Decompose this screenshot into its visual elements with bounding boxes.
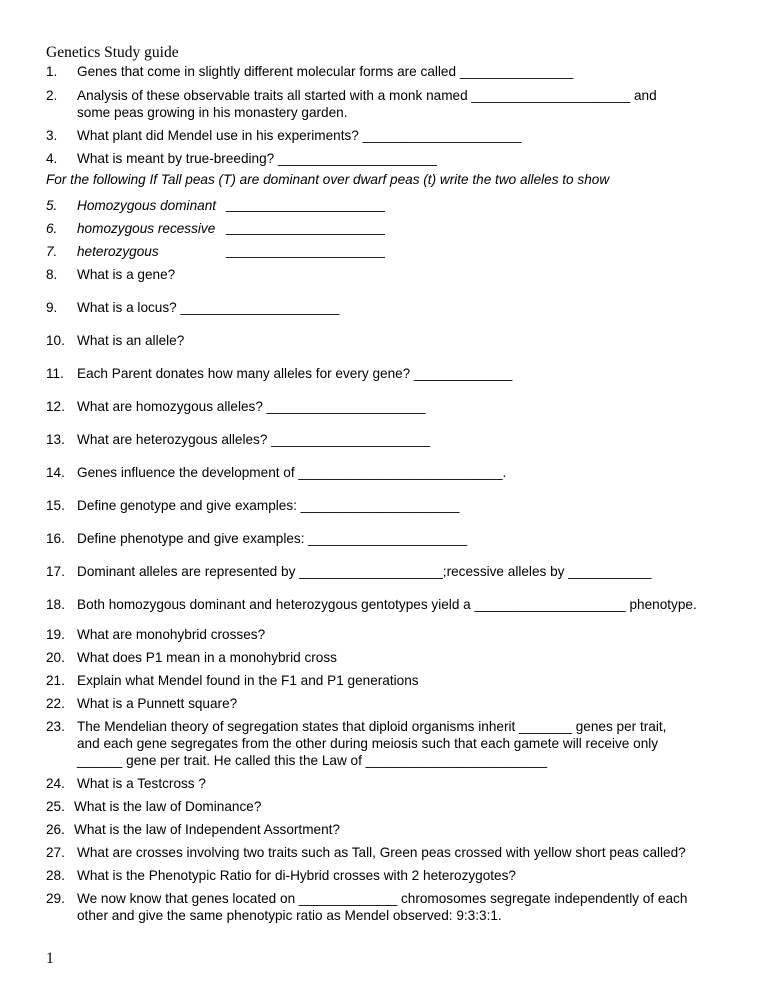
question-text: homozygous recessive: [77, 221, 216, 236]
question-text: What is the law of Dominance?: [74, 799, 262, 814]
question-number: 6.: [46, 221, 58, 236]
question-text: What are homozygous alleles? _____________________: [77, 399, 426, 414]
question-number: 29.: [46, 891, 65, 906]
question-number: 4.: [46, 151, 58, 166]
question-number: 14.: [46, 465, 65, 480]
question-number: 27.: [46, 845, 65, 860]
question-number: 22.: [46, 696, 65, 711]
question-number: 12.: [46, 399, 65, 414]
question-text: What is a gene?: [77, 267, 176, 282]
question-number: 15.: [46, 498, 65, 513]
question-text: Define genotype and give examples: _____________________: [77, 498, 460, 513]
question-number: 11.: [46, 366, 64, 381]
answer-blank: _____________________: [226, 243, 385, 258]
question-text: Genes influence the development of ___________________________.: [77, 465, 507, 480]
question-number: 25.: [46, 799, 65, 814]
question-text: Homozygous dominant: [77, 198, 217, 213]
question-number: 2.: [46, 88, 58, 103]
question-number: 8.: [46, 267, 58, 282]
question-number: 23.: [46, 719, 65, 734]
question-text: Both homozygous dominant and heterozygous gentotypes yield a ____________________ phenotype.: [77, 597, 697, 612]
question-text: and each gene segregates from the other during meiosis such that each gamete will receive only: [77, 736, 659, 751]
question-text: heterozygous: [77, 244, 159, 259]
question-text: What is the law of Independent Assortment?: [74, 822, 340, 837]
question-text: ______ gene per trait. He called this the Law of ________________________: [77, 753, 548, 768]
question-number: 17.: [46, 564, 65, 579]
page-title: Genetics Study guide: [46, 44, 179, 61]
question-text: Explain what Mendel found in the F1 and P1 generations: [77, 673, 419, 688]
question-text: What are monohybrid crosses?: [77, 627, 266, 642]
answer-blank: _____________________: [226, 197, 385, 212]
question-number: 5.: [46, 198, 58, 213]
question-number: 26.: [46, 822, 65, 837]
question-text: Analysis of these observable traits all started with a monk named _____________________ and: [77, 88, 657, 103]
question-text: Genes that come in slightly different molecular forms are called _______________: [77, 64, 574, 79]
question-text: The Mendelian theory of segregation states that diploid organisms inherit _______ genes per trait,: [77, 719, 667, 734]
question-number: 3.: [46, 128, 58, 143]
question-text: Each Parent donates how many alleles for every gene? _____________: [77, 366, 513, 381]
question-number: 24.: [46, 776, 65, 791]
question-number: 1.: [46, 64, 58, 79]
answer-blank: _____________________: [226, 220, 385, 235]
question-number: 10.: [46, 333, 65, 348]
question-number: 7.: [46, 244, 58, 259]
question-number: 21.: [46, 673, 65, 688]
question-text: What plant did Mendel use in his experiments? _____________________: [77, 128, 522, 143]
question-text: Define phenotype and give examples: _____________________: [77, 531, 468, 546]
question-number: 19.: [46, 627, 65, 642]
question-number: 28.: [46, 868, 65, 883]
question-text: What is a Testcross ?: [77, 776, 206, 791]
question-text: What is the Phenotypic Ratio for di-Hybrid crosses with 2 heterozygotes?: [77, 868, 516, 883]
question-text: What is meant by true-breeding? _____________________: [77, 151, 437, 166]
question-text: We now know that genes located on _____________ chromosomes segregate independently of each: [77, 891, 688, 906]
question-number: 20.: [46, 650, 65, 665]
question-text: other and give the same phenotypic ratio as Mendel observed: 9:3:3:1.: [77, 908, 502, 923]
question-text: Dominant alleles are represented by ___________________;recessive alleles by ___________: [77, 564, 652, 579]
question-text: What are crosses involving two traits such as Tall, Green peas crossed with yellow short peas called?: [77, 845, 686, 860]
page-number: 1: [46, 950, 54, 967]
question-number: 16.: [46, 531, 65, 546]
question-number: 13.: [46, 432, 65, 447]
question-text: What is a Punnett square?: [77, 696, 238, 711]
instruction-text: For the following If Tall peas (T) are dominant over dwarf peas (t) write the two alleles to show: [46, 172, 610, 187]
question-text: What is an allele?: [77, 333, 185, 348]
question-text: What are heterozygous alleles? _____________________: [77, 432, 430, 447]
question-text: What is a locus? _____________________: [77, 300, 340, 315]
question-text: some peas growing in his monastery garden.: [77, 105, 348, 120]
question-number: 18.: [46, 597, 65, 612]
question-text: What does P1 mean in a monohybrid cross: [77, 650, 337, 665]
question-number: 9.: [46, 300, 58, 315]
